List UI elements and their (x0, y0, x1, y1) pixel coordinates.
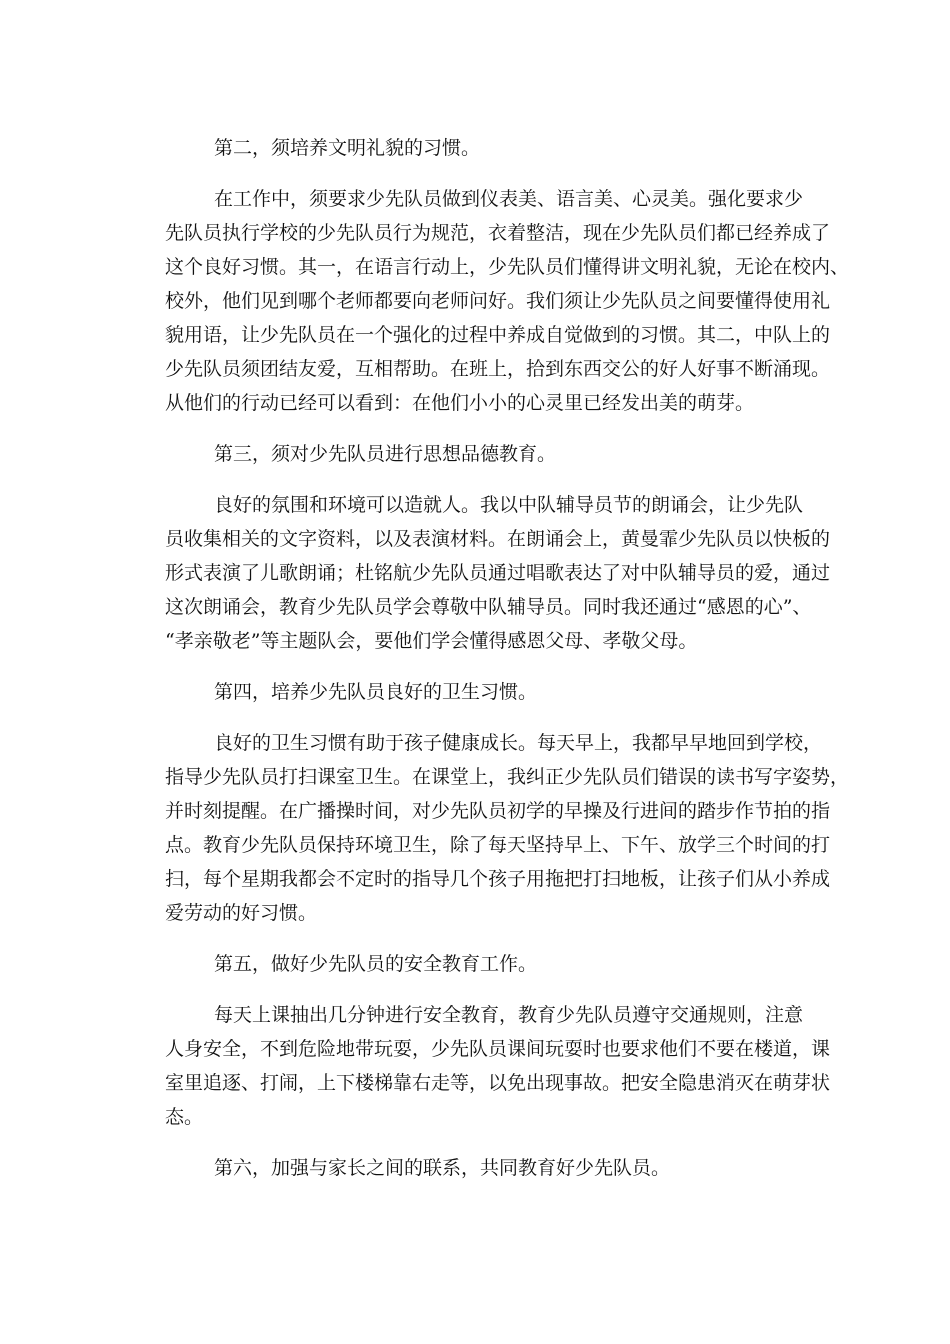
section-heading: 第二，须培养文明礼貌的习惯。 (214, 137, 481, 159)
paragraph-line: 少先队员须团结友爱，互相帮助。在班上，拾到东西交公的好人好事不断涌现。 (165, 358, 831, 380)
paragraph-line: 在工作中，须要求少先队员做到仪表美、语言美、心灵美。强化要求少 (214, 188, 804, 210)
section-heading: 第五，做好少先队员的安全教育工作。 (214, 953, 538, 975)
paragraph-line: 人身安全，不到危险地带玩耍，少先队员课间玩耍时也要求他们不要在楼道，课 (165, 1038, 831, 1060)
section-heading: 第六，加强与家长之间的联系，共同教育好少先队员。 (214, 1157, 671, 1179)
section-heading: 第三，须对少先队员进行思想品德教育。 (214, 443, 557, 465)
section-paragraph (165, 726, 850, 930)
paragraph-line: 这个良好习惯。其一，在语言行动上，少先队员们懂得讲文明礼貌，无论在校内、 (165, 256, 850, 278)
paragraph-line: 貌用语，让少先队员在一个强化的过程中养成自觉做到的习惯。其二，中队上的 (165, 324, 831, 346)
paragraph-line: 校外，他们见到哪个老师都要向老师问好。我们须让少先队员之间要懂得使用礼 (165, 290, 831, 312)
paragraph-line: 员收集相关的文字资料，以及表演材料。在朗诵会上，黄曼霏少先队员以快板的 (165, 528, 831, 550)
document-body (165, 131, 850, 1202)
paragraph-line: 先队员执行学校的少先队员行为规范，衣着整洁，现在少先队员们都已经养成了 (165, 222, 831, 244)
section-paragraph (165, 182, 850, 420)
section-paragraph (165, 488, 831, 658)
paragraph-line: 形式表演了儿歌朗诵；杜铭航少先队员通过唱歌表达了对中队辅导员的爱，通过 (165, 562, 831, 584)
section-paragraph (165, 998, 831, 1134)
paragraph-line: 并时刻提醒。在广播操时间，对少先队员初学的早操及行进间的踏步作节拍的指 (165, 800, 831, 822)
paragraph-line: 良好的卫生习惯有助于孩子健康成长。每天早上，我都早早地回到学校， (214, 732, 823, 754)
paragraph-line: 这次朗诵会，教育少先队员学会尊敬中队辅导员。同时我还通过“感恩的心”、 (165, 596, 812, 618)
section-heading: 第四，培养少先队员良好的卫生习惯。 (214, 681, 538, 703)
paragraph-line: 室里追逐、打闹，上下楼梯靠右走等，以免出现事故。把安全隐患消灭在萌芽状 (165, 1072, 831, 1094)
paragraph-line: 良好的氛围和环境可以造就人。我以中队辅导员节的朗诵会，让少先队 (214, 494, 804, 516)
paragraph-line: 每天上课抽出几分钟进行安全教育，教育少先队员遵守交通规则，注意 (214, 1004, 804, 1026)
paragraph-line: 态。 (165, 1106, 204, 1128)
paragraph-line: “孝亲敬老”等主题队会，要他们学会懂得感恩父母、孝敬父母。 (165, 630, 698, 652)
paragraph-line: 扫，每个星期我都会不定时的指导几个孩子用拖把打扫地板，让孩子们从小养成 (165, 868, 831, 890)
paragraph-line: 从他们的行动已经可以看到：在他们小小的心灵里已经发出美的萌芽。 (165, 392, 755, 414)
paragraph-line: 点。教育少先队员保持环境卫生，除了每天坚持早上、下午、放学三个时间的打 (165, 834, 831, 856)
paragraph-line: 爱劳动的好习惯。 (165, 902, 318, 924)
paragraph-line: 指导少先队员打扫课室卫生。在课堂上，我纠正少先队员们错误的读书写字姿势， (165, 766, 850, 788)
